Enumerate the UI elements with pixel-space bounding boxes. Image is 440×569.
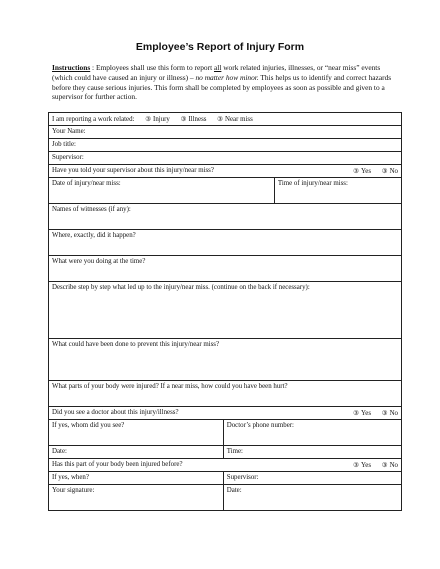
doctor-no[interactable] <box>382 409 398 417</box>
radio-circle-icon[interactable]: ③ <box>180 116 187 123</box>
witnesses-field[interactable]: Names of witnesses (if any): <box>49 204 402 230</box>
yes-label: Yes <box>360 462 372 469</box>
radio-circle-icon[interactable]: ③ <box>353 168 359 175</box>
if-yes-when-field[interactable]: If yes, when? <box>49 472 224 485</box>
doctor-phone-field[interactable]: Doctor’s phone number: <box>223 420 401 446</box>
prevent-field[interactable]: What could have been done to prevent this injury/near miss? <box>49 339 402 381</box>
injury-option-label: Injury <box>153 116 170 123</box>
doctor-label: Did you see a doctor about this injury/illness? <box>52 409 179 416</box>
doctor-cell <box>49 407 402 420</box>
date-field[interactable]: Date: <box>49 446 224 459</box>
form-title: Employee’s Report of Injury Form <box>135 41 305 53</box>
date-of-injury-field[interactable]: Date of injury/near miss: <box>49 178 275 204</box>
injured-before-yes[interactable] <box>353 461 371 469</box>
illness-option-label: Illness <box>188 116 207 123</box>
radio-circle-icon[interactable]: ③ <box>381 462 388 469</box>
told-supervisor-cell <box>49 165 402 178</box>
radio-circle-icon[interactable]: ③ <box>381 168 388 175</box>
instructions-label: Instructions <box>52 63 91 72</box>
instructions-separator: : <box>90 63 96 72</box>
told-supervisor-yes[interactable] <box>353 167 371 175</box>
instructions-emphasis: no matter how minor. <box>195 72 259 82</box>
injured-before-cell <box>49 459 402 472</box>
whom-field[interactable]: If yes, whom did you see? <box>49 420 224 446</box>
signature-date-field[interactable]: Date: <box>223 485 401 511</box>
near-miss-option[interactable] <box>217 115 253 123</box>
injury-form-table <box>48 112 402 511</box>
yes-label: Yes <box>360 410 372 417</box>
injured-before-no[interactable] <box>382 461 398 469</box>
reporting-cell <box>49 113 402 126</box>
your-name-field[interactable]: Your Name: <box>49 126 402 139</box>
instructions-text-3: This helps us to identify and correct hazards before they cause serious injuries. This form shall be completed by employees as soon as possible and given to a supervisor for further action. <box>52 72 392 102</box>
radio-circle-icon[interactable]: ③ <box>145 116 152 123</box>
supervisor-field[interactable]: Supervisor: <box>49 152 402 165</box>
injured-before-label: Has this part of your body been injured before? <box>52 461 183 468</box>
reporting-label: I am reporting a work related: <box>52 116 135 123</box>
job-title-field[interactable]: Job title: <box>49 139 402 152</box>
doing-field[interactable]: What were you doing at the time? <box>49 256 402 282</box>
doctor-yes[interactable] <box>353 409 371 417</box>
instructions-text-2: work related injuries, illnesses, or “near miss” events (which could have caused an injury or illness) – <box>52 63 381 82</box>
no-label: No <box>389 168 398 175</box>
near-miss-option-label: Near miss <box>225 116 253 123</box>
radio-circle-icon[interactable]: ③ <box>353 410 359 417</box>
radio-circle-icon[interactable]: ③ <box>353 462 359 469</box>
row-reporting <box>49 113 402 126</box>
radio-circle-icon[interactable]: ③ <box>217 116 223 123</box>
yes-label: Yes <box>360 168 372 175</box>
supervisor-2-field[interactable]: Supervisor: <box>223 472 401 485</box>
instructions-text-1: Employees shall use this form to report <box>95 63 214 72</box>
describe-field[interactable]: Describe step by step what led up to the injury/near miss. (continue on the back if necessary): <box>49 282 402 339</box>
body-parts-field[interactable]: What parts of your body were injured? If a near miss, how could you have been hurt? <box>49 381 402 407</box>
time-of-injury-field[interactable]: Time of injury/near miss: <box>274 178 401 204</box>
where-field[interactable]: Where, exactly, did it happen? <box>49 230 402 256</box>
time-field[interactable]: Time: <box>223 446 401 459</box>
illness-option[interactable] <box>181 115 207 123</box>
instructions <box>52 63 402 102</box>
signature-field[interactable]: Your signature: <box>49 485 224 511</box>
told-supervisor-label: Have you told your supervisor about this injury/near miss? <box>52 167 214 174</box>
radio-circle-icon[interactable]: ③ <box>381 410 388 417</box>
instructions-all: all <box>213 63 222 72</box>
told-supervisor-no[interactable] <box>382 167 398 175</box>
no-label: No <box>389 462 398 469</box>
no-label: No <box>389 410 398 417</box>
injury-option[interactable] <box>145 115 170 123</box>
